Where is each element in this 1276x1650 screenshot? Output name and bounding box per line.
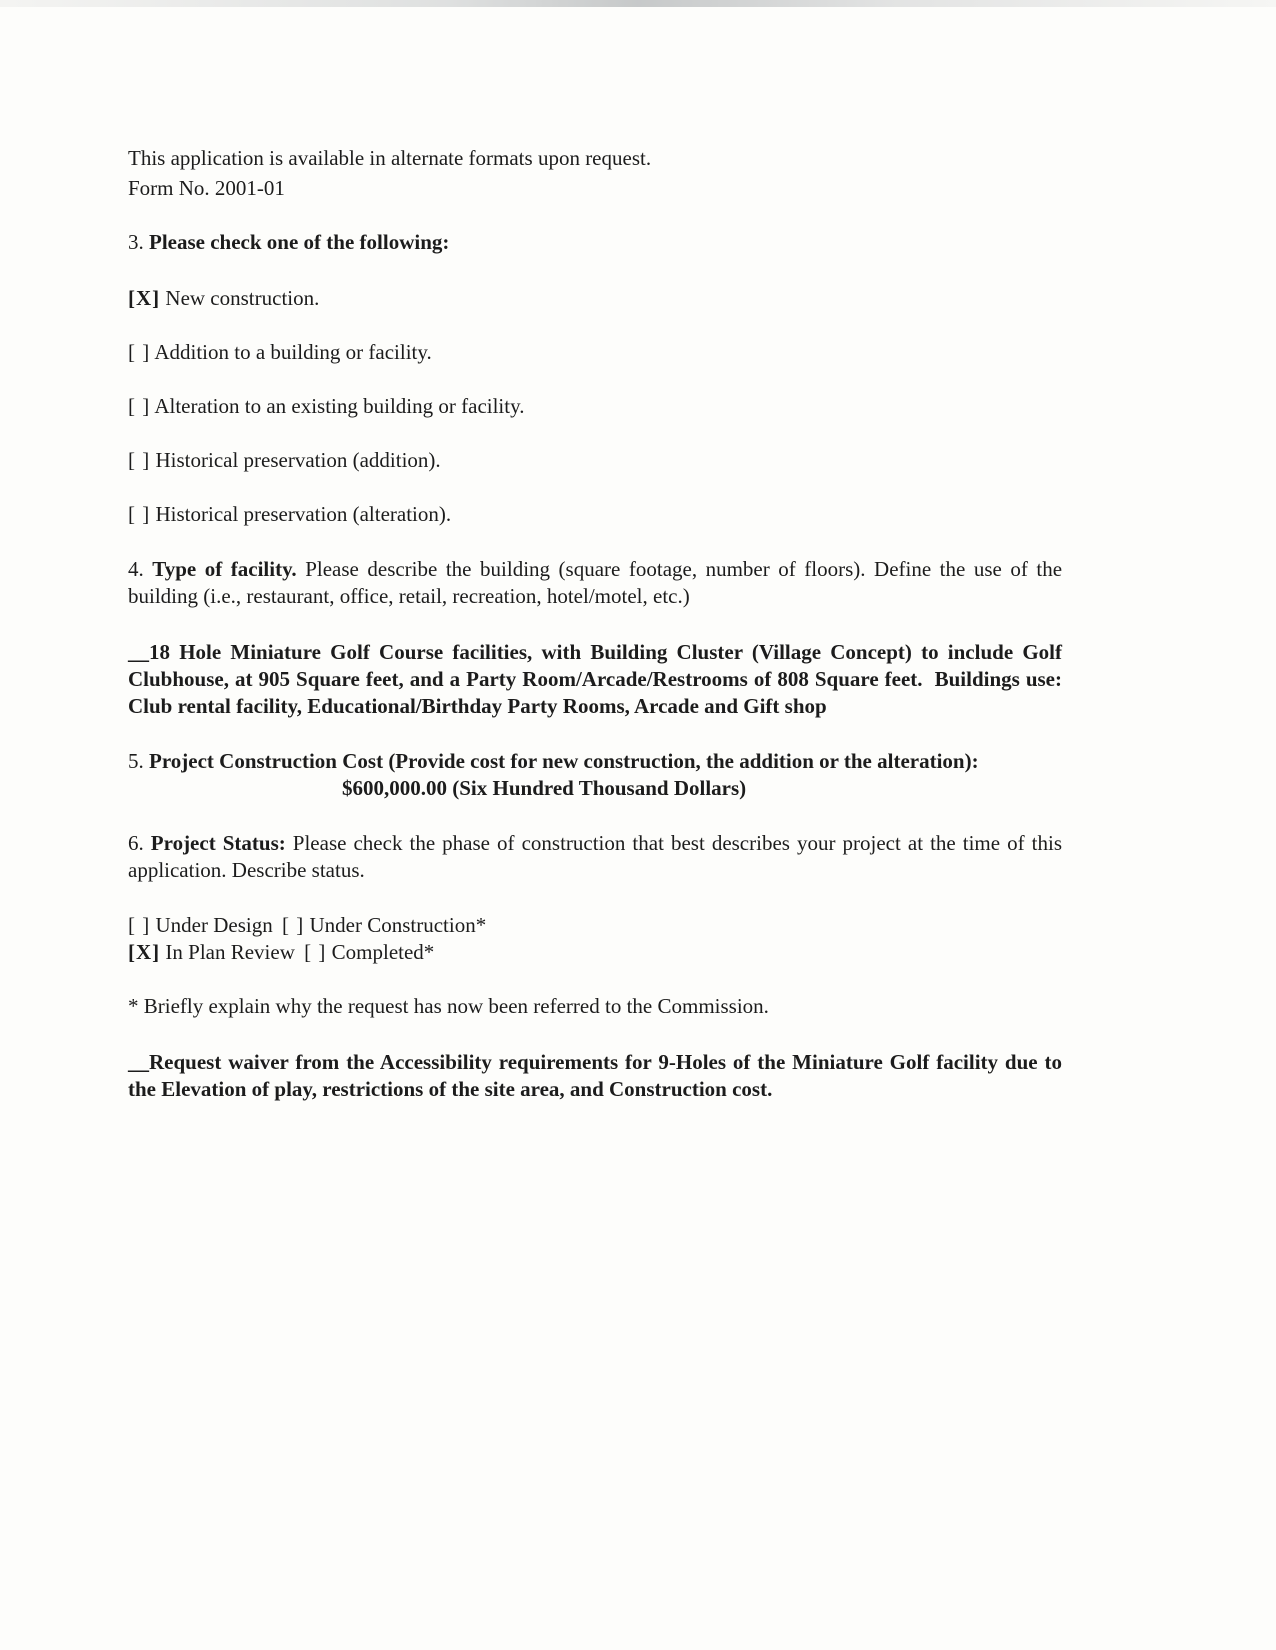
checkbox-in-plan-review: [X]	[128, 940, 161, 964]
section-3-title: Please check one of the following:	[149, 230, 450, 254]
checkbox-addition: [ ]	[128, 340, 151, 364]
answer-underline-prefix: __	[128, 1050, 149, 1074]
checkbox-new-construction: [X]	[128, 286, 161, 310]
status-row-1	[128, 912, 1062, 939]
section-4-number: 4.	[128, 557, 144, 581]
section-6-paragraph	[128, 830, 1062, 884]
scan-edge	[0, 0, 1276, 7]
section-3-heading	[128, 229, 1062, 256]
section-4-answer	[128, 639, 1062, 720]
option-historical-alteration	[128, 501, 1062, 528]
option-label: Historical preservation (addition).	[155, 448, 441, 472]
checkbox-under-design: [ ]	[128, 913, 151, 937]
option-addition	[128, 339, 1062, 366]
section-5-paragraph	[128, 748, 1062, 775]
option-historical-addition	[128, 447, 1062, 474]
checkbox-under-construction: [ ]	[281, 913, 305, 937]
status-in-plan-review	[128, 940, 295, 964]
checkbox-historical-addition: [ ]	[128, 448, 151, 472]
status-label: Under Construction*	[309, 913, 487, 937]
option-label: Alteration to an existing building or facility.	[154, 394, 525, 418]
checkbox-historical-alteration: [ ]	[128, 502, 151, 526]
section-6-title: Project Status:	[150, 831, 286, 855]
option-label: New construction.	[165, 286, 320, 310]
form-number: Form No. 2001-01	[128, 176, 285, 200]
facility-description-text: 18 Hole Miniature Golf Course facilities, with Building Cluster (Village Concept) to include Golf Clubhouse, at 905 Square feet, and a Party Room/Arcade/Restrooms of 808 Square feet. Buildings use: Club rental facility, Educational/Birthday Party Rooms, Arcade and Gift shop	[128, 640, 1062, 718]
status-under-construction	[282, 913, 486, 937]
section-6-body: Please check the phase of construction that best describes your project at the time of this application. Describe status.	[128, 831, 1062, 882]
option-label: Historical preservation (alteration).	[155, 502, 452, 526]
status-completed	[304, 940, 434, 964]
status-label: Under Design	[155, 913, 273, 937]
checkbox-completed: [ ]	[304, 940, 327, 964]
section-4-title: Type of facility.	[152, 557, 297, 581]
section-5-number: 5.	[128, 749, 144, 773]
construction-cost-amount: $600,000.00 (Six Hundred Thousand Dollars)	[342, 776, 747, 800]
answer-underline-prefix: __	[128, 640, 149, 664]
waiver-request-text: Request waiver from the Accessibility requirements for 9-Holes of the Miniature Golf facility due to the Elevation of play, restrictions of the site area, and Construction cost.	[128, 1050, 1062, 1101]
document-header	[128, 143, 1062, 203]
commission-footnote: * Briefly explain why the request has now been referred to the Commission.	[128, 994, 769, 1018]
alternate-formats-notice: This application is available in alternate formats upon request.	[128, 146, 652, 170]
section-4-body: Please describe the building (square footage, number of floors). Define the use of the building (i.e., restaurant, office, retail, recreation, hotel/motel, etc.)	[128, 557, 1063, 608]
checkbox-alteration: [ ]	[128, 394, 151, 418]
option-new-construction	[128, 285, 1062, 312]
status-label: In Plan Review	[165, 940, 295, 964]
section-6-answer	[128, 1049, 1062, 1103]
section-4-paragraph	[128, 556, 1062, 610]
status-under-design	[128, 913, 273, 937]
option-label: Addition to a building or facility.	[154, 340, 432, 364]
status-row-2	[128, 939, 1062, 966]
section-6-number: 6.	[128, 831, 144, 855]
status-label: Completed*	[331, 940, 435, 964]
section-5-title: Project Construction Cost (Provide cost for new construction, the addition or the alteration):	[149, 749, 979, 773]
section-3-number: 3.	[128, 230, 144, 254]
option-alteration	[128, 393, 1062, 420]
